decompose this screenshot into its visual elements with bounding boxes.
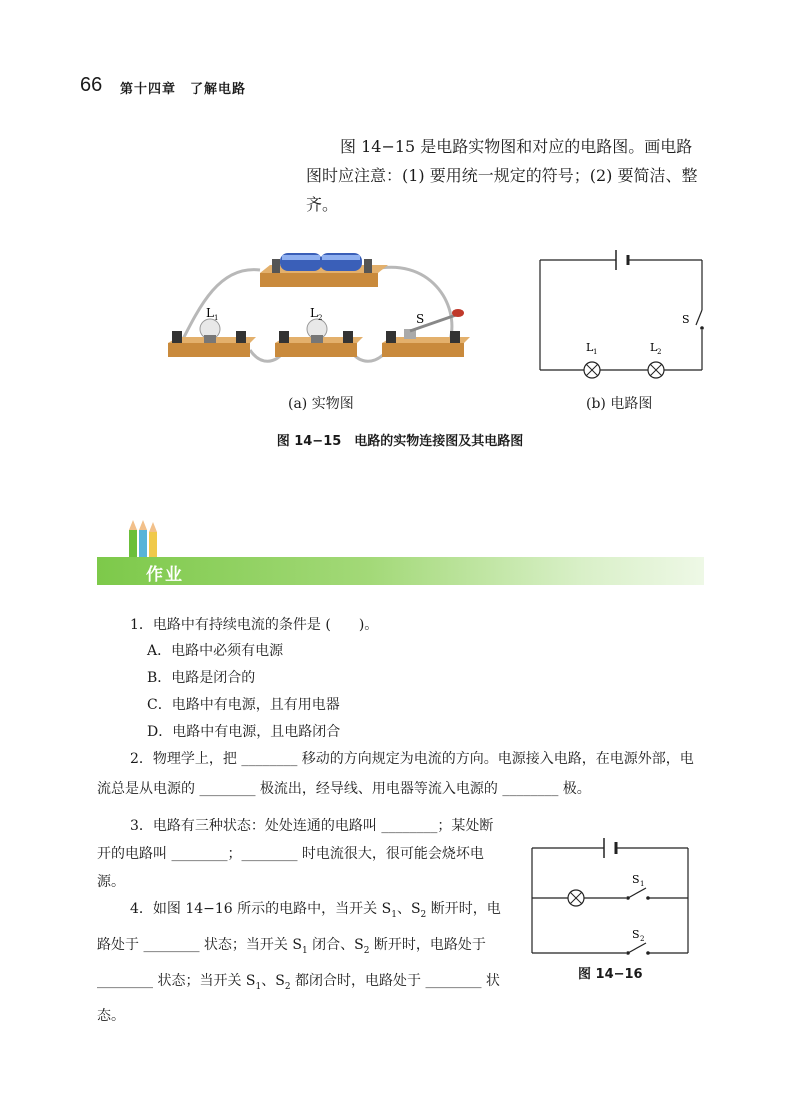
svg-text:L: L xyxy=(650,341,658,354)
svg-text:1: 1 xyxy=(214,314,219,322)
question-1: 1．电路中有持续电流的条件是 ( )。 xyxy=(130,617,379,633)
figure-14-16-caption: 图 14−16 xyxy=(578,967,643,982)
svg-text:2: 2 xyxy=(318,314,323,322)
label-l2: L xyxy=(310,306,318,320)
caption-physical: (a) 实物图 xyxy=(288,396,354,412)
svg-text:2: 2 xyxy=(640,935,645,943)
q1-option-d: D．电路中有电源，且电路闭合 xyxy=(147,724,341,740)
figure-14-16-diagram xyxy=(522,828,702,958)
q1-option-a: A．电路中必须有电源 xyxy=(147,643,284,659)
caption-schematic: (b) 电路图 xyxy=(586,396,653,412)
question-4: 4．如图 14−16 所示的电路中，当开关 $S_1$、$S_2$ 断开时，电路处于 ________ 状态；当开关 $S_1$ 闭合、$S_2$ 断开时，电路处于 ________ 状态；当开关 $S_1$、$S_2$ 都闭合时，电路处于 ________ 状态。 xyxy=(97,901,501,1025)
q1-option-b: B．电路是闭合的 xyxy=(147,670,256,686)
q1-option-c: C．电路中有电源，且有用电器 xyxy=(147,697,340,713)
intro-paragraph: 图 14−15 是电路实物图和对应的电路图。画电路图时应注意：(1) 要用统一规定的符号；(2) 要简洁、整齐。 xyxy=(306,137,698,214)
question-2: 2．物理学上，把 ________ 移动的方向规定为电流的方向。电源接入电路，在电源外部，电流总是从电源的 ________ 极流出，经导线、用电器等流入电源的 ________ 极。 xyxy=(97,751,694,797)
label-l1: L xyxy=(206,306,214,320)
question-3: 3．电路有三种状态：处处连通的电路叫 ________；某处断开的电路叫 ________；________ 时电流很大，很可能会烧坏电源。 xyxy=(97,818,494,890)
svg-text:1: 1 xyxy=(640,880,645,888)
svg-text:S: S xyxy=(682,313,690,326)
svg-text:2: 2 xyxy=(657,348,662,356)
schematic-circuit-diagram xyxy=(530,245,710,385)
page-number: 66 xyxy=(80,74,103,96)
svg-text:L: L xyxy=(586,341,594,354)
figure-caption: 图 14−15 电路的实物连接图及其电路图 xyxy=(276,434,524,449)
svg-text:1: 1 xyxy=(593,348,598,356)
svg-text:S: S xyxy=(632,873,640,886)
chapter-title: 第十四章 了解电路 xyxy=(120,82,247,97)
svg-text:S: S xyxy=(632,928,640,941)
homework-banner xyxy=(97,557,704,585)
label-s: S xyxy=(416,312,425,326)
homework-title: 作业 xyxy=(146,565,184,585)
physical-circuit-illustration xyxy=(160,245,480,385)
